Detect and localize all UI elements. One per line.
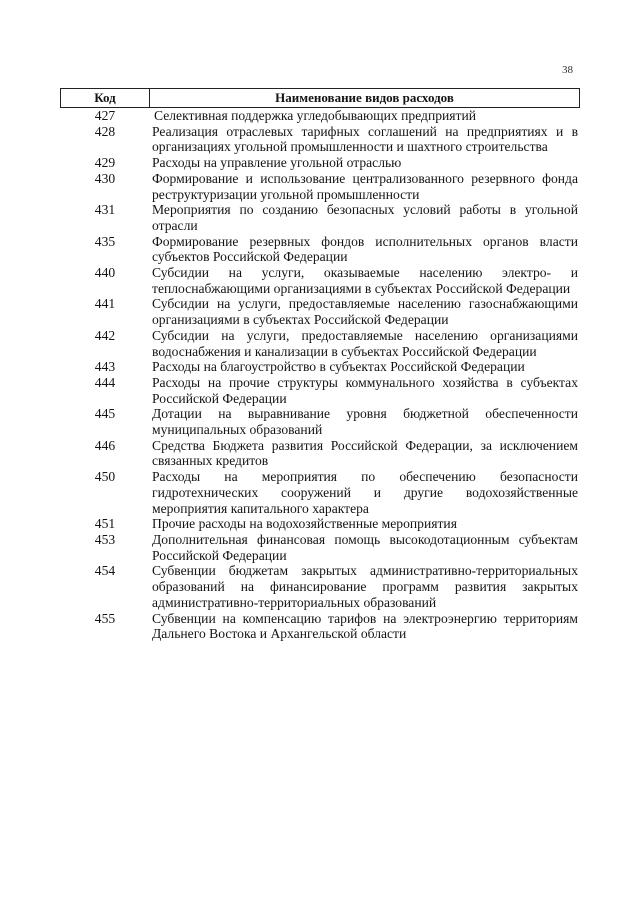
row-name: Субвенции бюджетам закрытых административно-территориальных образований на финансирование программ развития закрытых административно-территориальных образований bbox=[152, 563, 578, 610]
row-code: 454 bbox=[94, 563, 116, 579]
row-name: Расходы на мероприятия по обеспечению безопасности гидротехнических сооружений и другие водохозяйственные мероприятия капитального характера bbox=[152, 469, 578, 516]
column-header-code: Код bbox=[61, 89, 150, 107]
table-row bbox=[60, 296, 580, 327]
table-row bbox=[60, 375, 580, 406]
expense-codes-table bbox=[60, 88, 580, 642]
page-number: 38 bbox=[562, 64, 573, 76]
row-name: Дополнительная финансовая помощь высокодотационным субъектам Российской Федерации bbox=[152, 531, 578, 563]
row-code: 440 bbox=[94, 265, 116, 281]
row-code: 429 bbox=[94, 155, 116, 171]
row-code: 442 bbox=[94, 327, 116, 343]
row-code: 427 bbox=[94, 108, 116, 123]
row-code: 455 bbox=[94, 610, 116, 626]
table-row bbox=[60, 611, 580, 642]
column-header-name: Наименование видов расходов bbox=[275, 90, 454, 105]
row-code: 430 bbox=[94, 170, 116, 186]
row-name: Расходы на управление угольной отраслью bbox=[152, 155, 402, 171]
row-code: 446 bbox=[94, 437, 116, 453]
row-code: 428 bbox=[94, 123, 116, 139]
row-name: Расходы на прочие структуры коммунального хозяйства в субъектах Российской Федерации bbox=[152, 374, 578, 406]
row-name: Формирование резервных фондов исполнительных органов власти субъектов Российской Федерации bbox=[152, 233, 578, 265]
table-row bbox=[60, 532, 580, 563]
row-name: Субсидии на услуги, оказываемые населению электро- и теплоснабжающими организациями в субъектах Российской Федерации bbox=[152, 265, 578, 296]
row-code: 444 bbox=[94, 374, 116, 390]
table-row bbox=[60, 155, 580, 171]
row-code: 443 bbox=[94, 359, 116, 375]
row-name: Субвенции на компенсацию тарифов на электроэнергию территориям Дальнего Востока и Архангельской области bbox=[152, 610, 578, 642]
row-name: Прочие расходы на водохозяйственные мероприятия bbox=[152, 516, 457, 532]
row-name: Селективная поддержка угледобывающих предприятий bbox=[154, 108, 477, 123]
row-code: 441 bbox=[94, 296, 116, 312]
row-code: 453 bbox=[94, 531, 116, 547]
row-code: 451 bbox=[94, 516, 116, 532]
table-row bbox=[60, 563, 580, 610]
row-name: Формирование и использование централизованного резервного фонда реструктуризации угольной промышленности bbox=[152, 170, 578, 202]
row-code: 450 bbox=[94, 469, 116, 485]
row-name: Дотации на выравнивание уровня бюджетной обеспеченности муниципальных образований bbox=[152, 406, 578, 438]
row-name: Субсидии на услуги, предоставляемые населению организациями водоснабжения и канализации в субъектах Российской Федерации bbox=[152, 327, 578, 359]
row-name: Реализация отраслевых тарифных соглашений на предприятиях и в организациях угольной промышленности и шахтного строительства bbox=[152, 123, 578, 155]
table-row bbox=[60, 202, 580, 233]
table-row bbox=[60, 469, 580, 516]
row-name: Расходы на благоустройство в субъектах Российской Федерации bbox=[152, 359, 525, 375]
table-row bbox=[60, 108, 580, 124]
table-row bbox=[60, 359, 580, 375]
table-row bbox=[60, 516, 580, 532]
table-row bbox=[60, 406, 580, 437]
row-code: 431 bbox=[94, 202, 116, 218]
row-name: Средства Бюджета развития Российской Федерации, за исключением связанных кредитов bbox=[152, 437, 578, 469]
table-row bbox=[60, 171, 580, 202]
table-row bbox=[60, 328, 580, 359]
row-code: 445 bbox=[94, 406, 116, 422]
table-header bbox=[60, 88, 580, 108]
row-name: Субсидии на услуги, предоставляемые населению газоснабжающими организациями в субъектах Российской Федерации bbox=[152, 296, 578, 328]
table-row bbox=[60, 438, 580, 469]
row-name: Мероприятия по созданию безопасных условий работы в угольной отрасли bbox=[152, 202, 578, 233]
table-row bbox=[60, 265, 580, 296]
table-row bbox=[60, 124, 580, 155]
row-code: 435 bbox=[94, 233, 116, 249]
table-row bbox=[60, 234, 580, 265]
